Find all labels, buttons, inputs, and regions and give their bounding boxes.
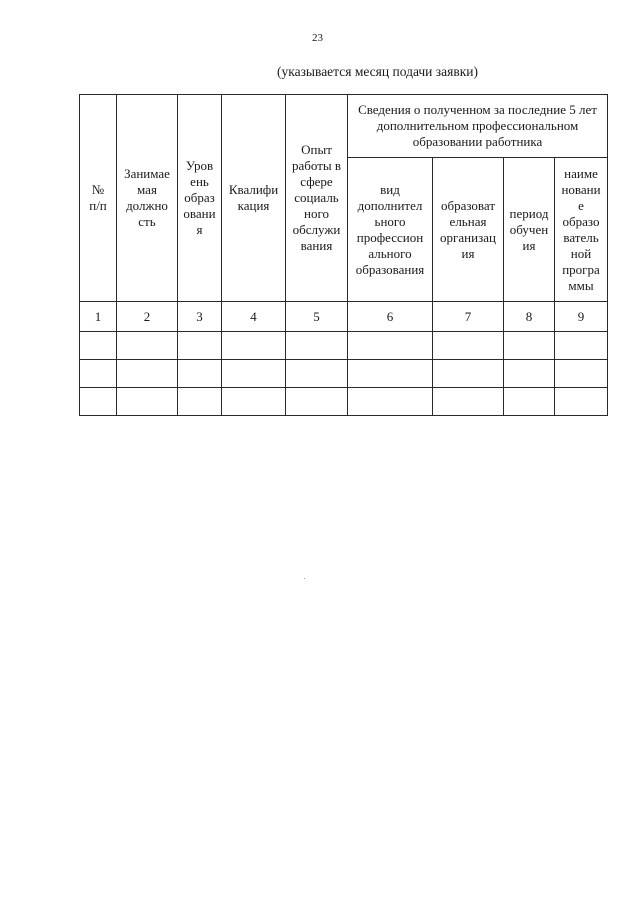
column-index: 1 [80,302,117,332]
empty-cell[interactable] [555,388,608,416]
empty-cell[interactable] [433,388,504,416]
empty-cell[interactable] [178,332,222,360]
empty-cell[interactable] [286,332,348,360]
header-study-period: период обучен ия [504,158,555,302]
header-additional-education-group: Сведения о полученном за последние 5 лет дополнительном профессиональном образовании работника [348,95,608,158]
empty-cell[interactable] [117,388,178,416]
empty-cell[interactable] [178,388,222,416]
empty-cell[interactable] [222,360,286,388]
application-month-note: (указывается месяц подачи заявки) [277,64,478,79]
header-position: Занимае мая должно сть [117,95,178,302]
column-index: 7 [433,302,504,332]
empty-cell[interactable] [222,332,286,360]
column-index-row [80,302,608,332]
empty-row [80,332,608,360]
empty-cell[interactable] [504,388,555,416]
header-work-experience: Опыт работы в сфере социаль ного обслужи вания [286,95,348,302]
empty-row [80,388,608,416]
empty-cell[interactable] [117,332,178,360]
column-index: 3 [178,302,222,332]
empty-cell[interactable] [80,388,117,416]
column-index: 9 [555,302,608,332]
empty-cell[interactable] [286,388,348,416]
page-number: 23 [312,32,323,44]
empty-cell[interactable] [504,332,555,360]
header-qualification: Квалифи кация [222,95,286,302]
header-program-name: наиме новани е образо ватель ной програ ммы [555,158,608,302]
empty-cell[interactable] [348,388,433,416]
empty-cell[interactable] [348,360,433,388]
header-education-organization: образоват ельная организац ия [433,158,504,302]
empty-cell[interactable] [555,332,608,360]
column-index: 6 [348,302,433,332]
empty-cell[interactable] [222,388,286,416]
scan-speck [304,578,305,579]
empty-cell[interactable] [286,360,348,388]
empty-cell[interactable] [348,332,433,360]
empty-cell[interactable] [504,360,555,388]
column-index: 2 [117,302,178,332]
empty-row [80,360,608,388]
empty-cell[interactable] [80,332,117,360]
empty-cell[interactable] [117,360,178,388]
employee-education-table [79,94,608,416]
empty-cell[interactable] [178,360,222,388]
empty-cell[interactable] [433,360,504,388]
empty-cell[interactable] [555,360,608,388]
column-index: 4 [222,302,286,332]
header-education-level: Уров ень образ овани я [178,95,222,302]
header-num: № п/п [80,95,117,302]
empty-cell[interactable] [80,360,117,388]
column-index: 5 [286,302,348,332]
header-row-1 [80,95,608,158]
header-education-type: вид дополнител ьного профессион ального образования [348,158,433,302]
column-index: 8 [504,302,555,332]
empty-cell[interactable] [433,332,504,360]
